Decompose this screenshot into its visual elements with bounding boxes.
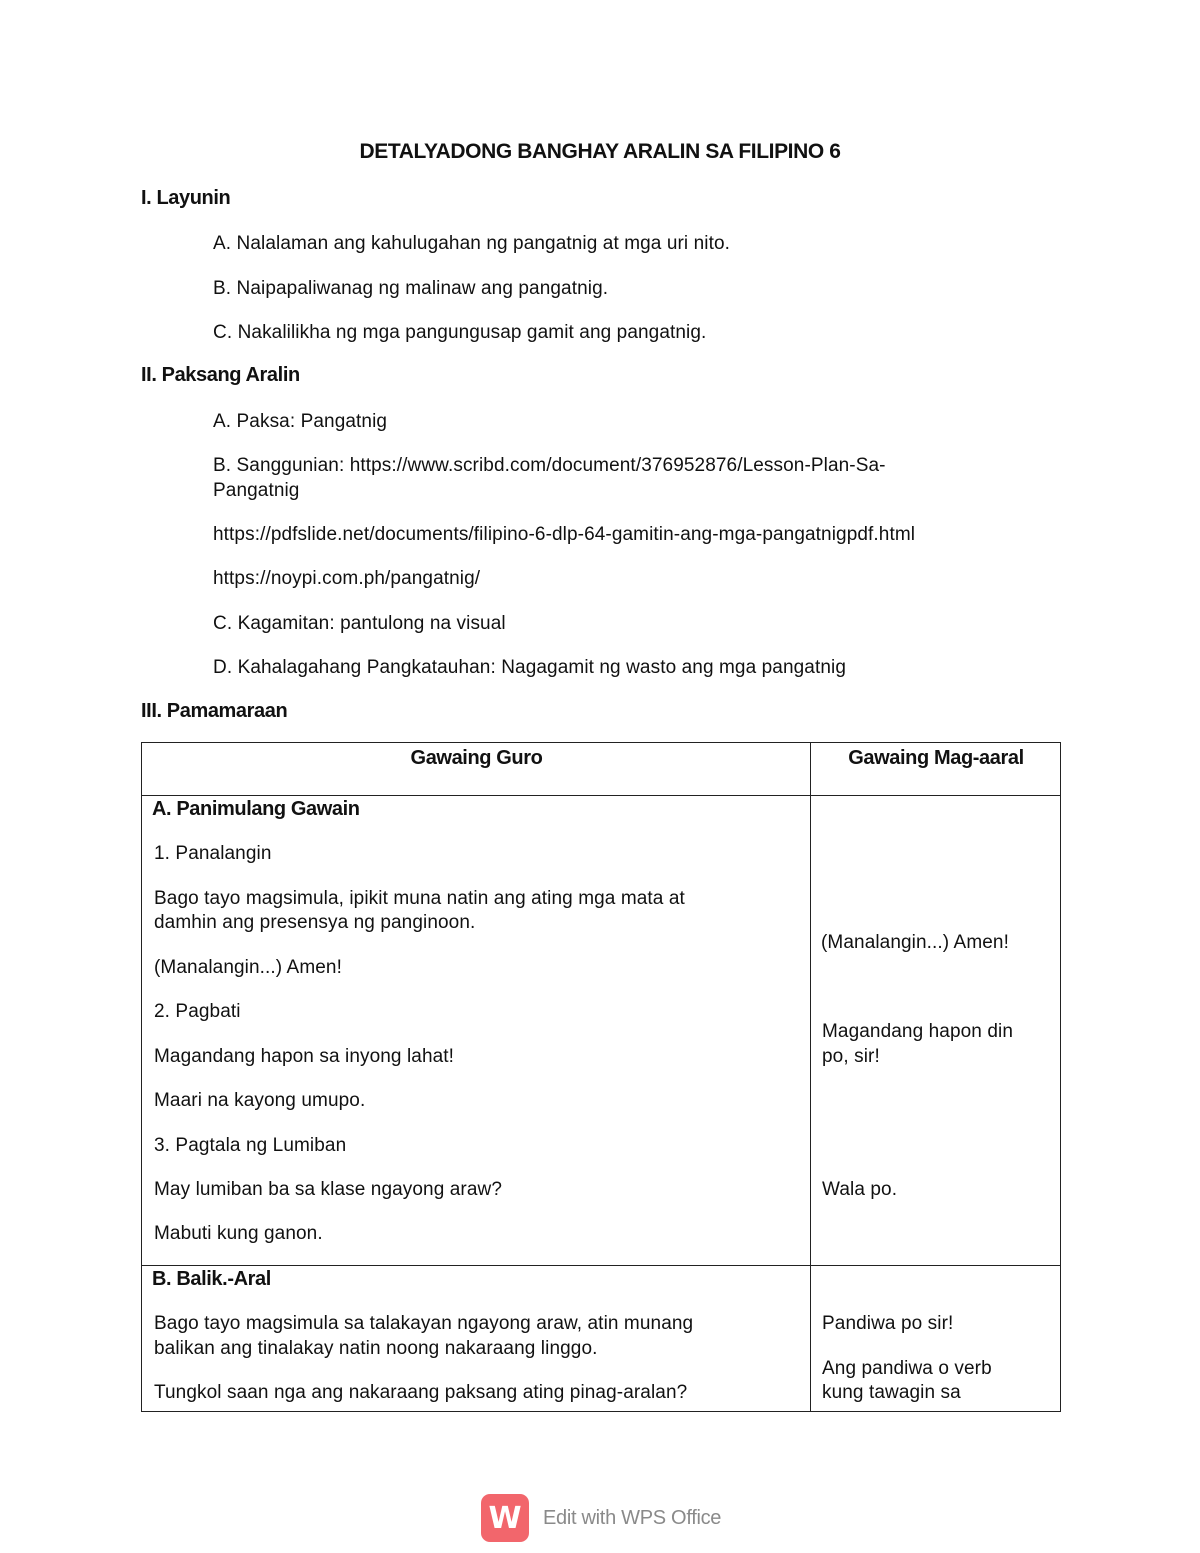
- layunin-item-a: A. Nalalaman ang kahulugahan ng pangatnig at mga uri nito.: [213, 233, 731, 254]
- section-heading-paksang-aralin: II. Paksang Aralin: [141, 364, 300, 386]
- document-title: DETALYADONG BANGHAY ARALIN SA FILIPINO 6: [359, 140, 841, 163]
- header-cell-guro: [142, 743, 811, 796]
- student-response: Ang pandiwa o verb: [822, 1358, 992, 1379]
- column-header-guro: Gawaing Guro: [410, 747, 543, 769]
- teacher-line: (Manalangin...) Amen!: [154, 957, 342, 978]
- kahalagahan-line: D. Kahalagahang Pangkatauhan: Nagagamit ng wasto ang mga pangatnig: [213, 657, 847, 678]
- row-a-magaaral-cell: [811, 796, 1061, 1266]
- wps-edit-banner[interactable]: [481, 1494, 751, 1542]
- student-response: Pandiwa po sir!: [822, 1313, 954, 1334]
- teacher-line: Tungkol saan nga ang nakaraang paksang ating pinag-aralan?: [154, 1382, 688, 1403]
- table-row: [142, 796, 1061, 1266]
- teacher-line: balikan ang tinalakay natin noong nakaraang linggo.: [154, 1338, 598, 1359]
- teacher-line: Maari na kayong umupo.: [154, 1090, 366, 1111]
- row-b-guro-cell: [142, 1266, 811, 1412]
- table-header-row: [142, 743, 1061, 796]
- wps-edit-label: Edit with WPS Office: [543, 1506, 722, 1529]
- row-b-magaaral-cell: [811, 1266, 1061, 1412]
- layunin-item-b: B. Naipapaliwanag ng malinaw ang pangatnig.: [213, 278, 609, 299]
- teacher-line: Mabuti kung ganon.: [154, 1223, 323, 1244]
- pagtala-label: 3. Pagtala ng Lumiban: [154, 1135, 347, 1156]
- section-heading-pamamaraan: III. Pamamaraan: [141, 700, 288, 722]
- sanggunian-line-cont: Pangatnig: [213, 480, 300, 501]
- reference-link-pdfslide: https://pdfslide.net/documents/filipino-6-dlp-64-gamitin-ang-mga-pangatnigpdf.html: [213, 524, 916, 545]
- student-response: kung tawagin sa: [822, 1382, 961, 1403]
- student-response: po, sir!: [822, 1046, 880, 1067]
- layunin-item-c: C. Nakalilikha ng mga pangungusap gamit ang pangatnig.: [213, 322, 707, 343]
- column-header-magaaral: Gawaing Mag-aaral: [848, 747, 1024, 769]
- teacher-line: Bago tayo magsimula sa talakayan ngayong araw, atin munang: [154, 1313, 694, 1334]
- teacher-line: Bago tayo magsimula, ipikit muna natin ang ating mga mata at: [154, 888, 685, 909]
- row-b-heading: B. Balik.-Aral: [152, 1268, 271, 1290]
- table-row: [142, 1266, 1061, 1412]
- panalangin-label: 1. Panalangin: [154, 843, 272, 864]
- student-response: Wala po.: [822, 1179, 898, 1200]
- teacher-line: Magandang hapon sa inyong lahat!: [154, 1046, 455, 1067]
- student-response: (Manalangin...) Amen!: [821, 932, 1009, 953]
- pagbati-label: 2. Pagbati: [154, 1001, 241, 1022]
- row-a-heading: A. Panimulang Gawain: [152, 798, 360, 820]
- student-response: Magandang hapon din: [822, 1021, 1014, 1042]
- row-a-guro-cell: [142, 796, 811, 1266]
- reference-link-noypi: https://noypi.com.ph/pangatnig/: [213, 568, 481, 589]
- teacher-line: May lumiban ba sa klase ngayong araw?: [154, 1179, 503, 1200]
- section-heading-layunin: I. Layunin: [141, 187, 231, 209]
- wps-logo-icon: W: [481, 1494, 529, 1542]
- kagamitan-line: C. Kagamitan: pantulong na visual: [213, 613, 506, 634]
- lesson-table: [141, 742, 1061, 1412]
- paksa-line: A. Paksa: Pangatnig: [213, 411, 388, 432]
- sanggunian-line: B. Sanggunian: https://www.scribd.com/document/376952876/Lesson-Plan-Sa-: [213, 455, 886, 476]
- teacher-line: damhin ang presensya ng panginoon.: [154, 912, 476, 933]
- header-cell-magaaral: [811, 743, 1061, 796]
